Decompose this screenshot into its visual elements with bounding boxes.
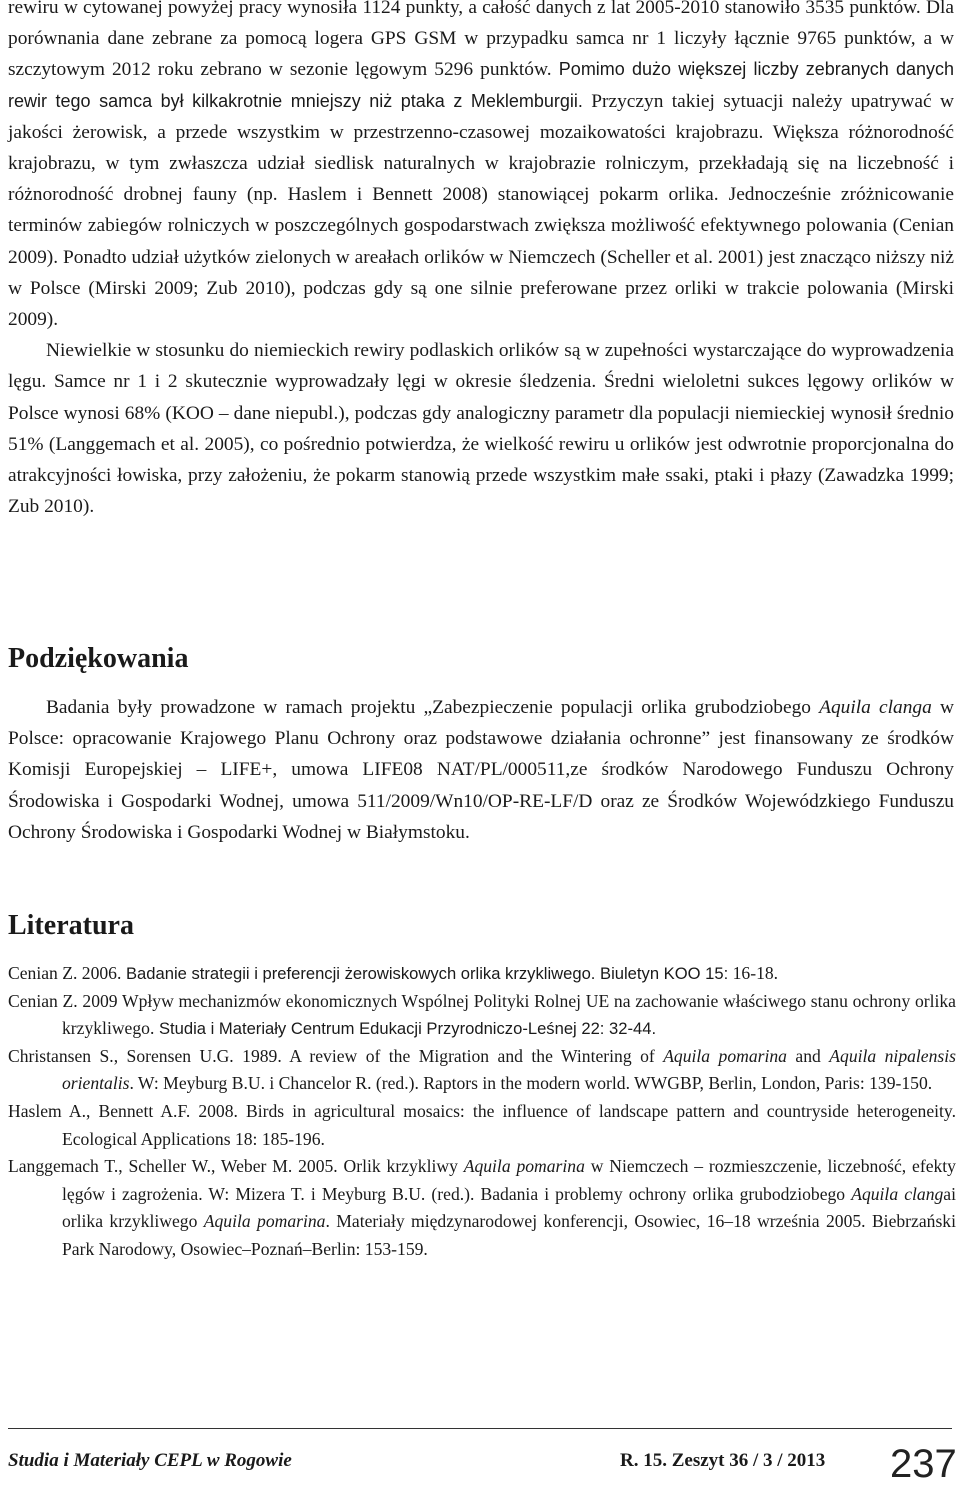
paragraph-1 (8, 0, 954, 335)
paragraph-1-part-3: Przyczyn takiej sytuacji należy upatrywać w jakości żerowisk, a przede wszystkim w przestrzenno-czasowej mozaikowatości krajobrazu. (8, 90, 954, 143)
ref-5-part-a: Langgemach T., Scheller W., Weber M. 2005. Orlik krzykliwy (8, 1156, 464, 1177)
ref-1-pages: 16-18. (728, 963, 779, 983)
paragraph-1-part-1: rewiru w cytowanej powyżej pracy wynosiła 1124 punkty, a całość danych z lat 2005-2010 stanowiło 3535 punktów. Dla porównania dane zebrane za pomocą logera GPS GSM w przypadku samca nr 1 liczyły łącznie 9765 punktów, a w szczytowym 2012 roku zebrano w sezonie lęgowym 5296 punktów. (8, 0, 954, 81)
footer-issue-number: R. 15. Zeszyt 36 / 3 / 2013 (620, 1450, 826, 1471)
literature-heading: Literatura (8, 910, 134, 941)
ref-5-species-2: Aquila clang (851, 1183, 944, 1204)
reference-item-haslem-2008: Haslem A., Bennett A.F. 2008. Birds in agricultural mosaics: the influence of landscape pattern and countryside heterogeneity. Ecological Applications 18: 185-196. (8, 1100, 956, 1149)
ref-5-part-c: a (943, 1183, 952, 1204)
reference-list (8, 960, 956, 1264)
acknowledgements-heading: Podziękowania (8, 643, 189, 674)
ref-2-source: Studia i Materiały Centrum Edukacji Przyrodniczo-Leśnej 22: 32-44. (154, 1019, 657, 1039)
ref-3-part-b: and (786, 1045, 830, 1066)
ref-2-title: Cenian Z. 2009 Wpływ mechanizmów ekonomicznych Wspólnej Polityki Rolnej UE na zachowanie właściwego stanu ochrony orlika krzykliwego. (8, 990, 956, 1039)
ref-1-author: Cenian Z. 2006. (8, 963, 122, 983)
reference-item-langgemach-2005 (8, 1153, 956, 1263)
reference-item-cenian-2009 (8, 988, 956, 1043)
footer-divider (8, 1428, 952, 1429)
ack-text-part-1: Badania były prowadzone w ramach projektu „Zabezpieczenie populacji orlika grubodziobego (46, 697, 820, 718)
ack-species-name: Aquila clanga (819, 697, 932, 718)
paragraph-1-part-4: Większa różnorodność krajobrazu, w tym zwłaszcza udział siedlisk naturalnych w krajobrazie rolniczym, przekładają się na liczebność i różnorodność drobnej fauny (np. Haslem i Bennett 2008) stanowiącej pokarm orlika. (8, 121, 954, 206)
reference-item-christansen-1989 (8, 1043, 956, 1098)
ref-5-part-d: i orlika krzykliwego (62, 1183, 956, 1232)
ack-text-part-2: w Polsce: opracowanie Krajowego Planu Ochrony oraz podstawowe działania ochronne” jest finansowany ze środków Komisji Europejskiej – LIFE+, umowa LIFE08 NAT/PL/000511,ze środków Narodowego Funduszu Ochrony Środowiska i Gospodarki Wodnej, umowa 511/2009/Wn10/OP-RE-LF/D oraz ze Środków Wojewódzkiego Funduszu Ochrony Środowiska i Gospodarki Wodnej w Białymstoku. (8, 697, 954, 843)
page-number: 237 (890, 1442, 957, 1486)
ref-5-species-1: Aquila pomarina (463, 1156, 585, 1177)
ref-5-species-3: Aquila pomarina (203, 1211, 326, 1232)
ref-3-species-2: Aquila nipalensis orientalis (62, 1045, 956, 1094)
body-text (8, 0, 954, 522)
ref-5-part-b: w Niemczech – rozmieszczenie, liczebność, efekty lęgów i zagrożenia. W: Mizera T. i Meyburg B.U. (red.). Badania i problemy ochrony orlika grubodziobego (62, 1156, 956, 1204)
paragraph-1-part-6: Ponadto udział użytków zielonych w areałach orlików w Niemczech (Scheller et al. 2001) jest znacząco niższy niż w Polsce (Mirski 2009; Zub 2010), podczas gdy są one silnie preferowane przez orliki w trakcie polowania (Mirski 2009). (8, 246, 954, 331)
acknowledgements-text (8, 692, 954, 848)
ref-3-species-1: Aquila pomarina (663, 1045, 787, 1066)
paragraph-1-part-2: Pomimo dużo większej liczby zebranych danych rewir tego samca był kilkakrotnie mniejszy niż ptaka z Meklemburgii. (8, 59, 954, 111)
ref-3-part-c: . W: Meyburg B.U. i Chancelor R. (red.). Raptors in the modern world. WWGBP, Berlin, London, Paris: 139-150. (129, 1073, 933, 1094)
paragraph-2: Niewielkie w stosunku do niemieckich rewiry podlaskich orlików są w zupełności wystarczające do wyprowadzenia lęgu. Samce nr 1 i 2 skutecznie wyprowadzały lęgi w okresie śledzenia. Średni wieloletni sukces lęgowy orlików w Polsce wynosi 68% (KOO – dane niepubl.), podczas gdy analogiczny parametr dla populacji niemieckiej wynosił średnio 51% (Langgemach et al. 2005), co pośrednio potwierdza, że wielkość rewiru u orlików jest odwrotnie proporcjonalna do atrakcyjności łowiska, przy założeniu, że pokarm stanowią przede wszystkim małe ssaki, ptaki i płazy (Zawadzka 1999; Zub 2010). (8, 340, 954, 518)
ref-3-part-a: Christansen S., Sorensen U.G. 1989. A review of the Migration and the Wintering of (8, 1045, 664, 1066)
paragraph-1-part-5: Jednocześnie zróżnicowanie terminów zabiegów rolniczych w poszczególnych gospodarstwach zwiększa możliwość efektywnego polowania (Cenian 2009). (8, 184, 954, 268)
ref-5-part-e: . Materiały międzynarodowej konferencji, Osowiec, 16–18 września 2005. Biebrzański Park Narodowy, Osowiec–Poznań–Berlin: 153-159. (62, 1211, 956, 1259)
ref-1-title: Badanie strategii i preferencji żerowiskowych orlika krzykliwego. Biuletyn KOO 15: (121, 964, 729, 983)
reference-item-cenian-2006 (8, 960, 956, 988)
footer-journal-title: Studia i Materiały CEPL w Rogowie (8, 1450, 292, 1471)
